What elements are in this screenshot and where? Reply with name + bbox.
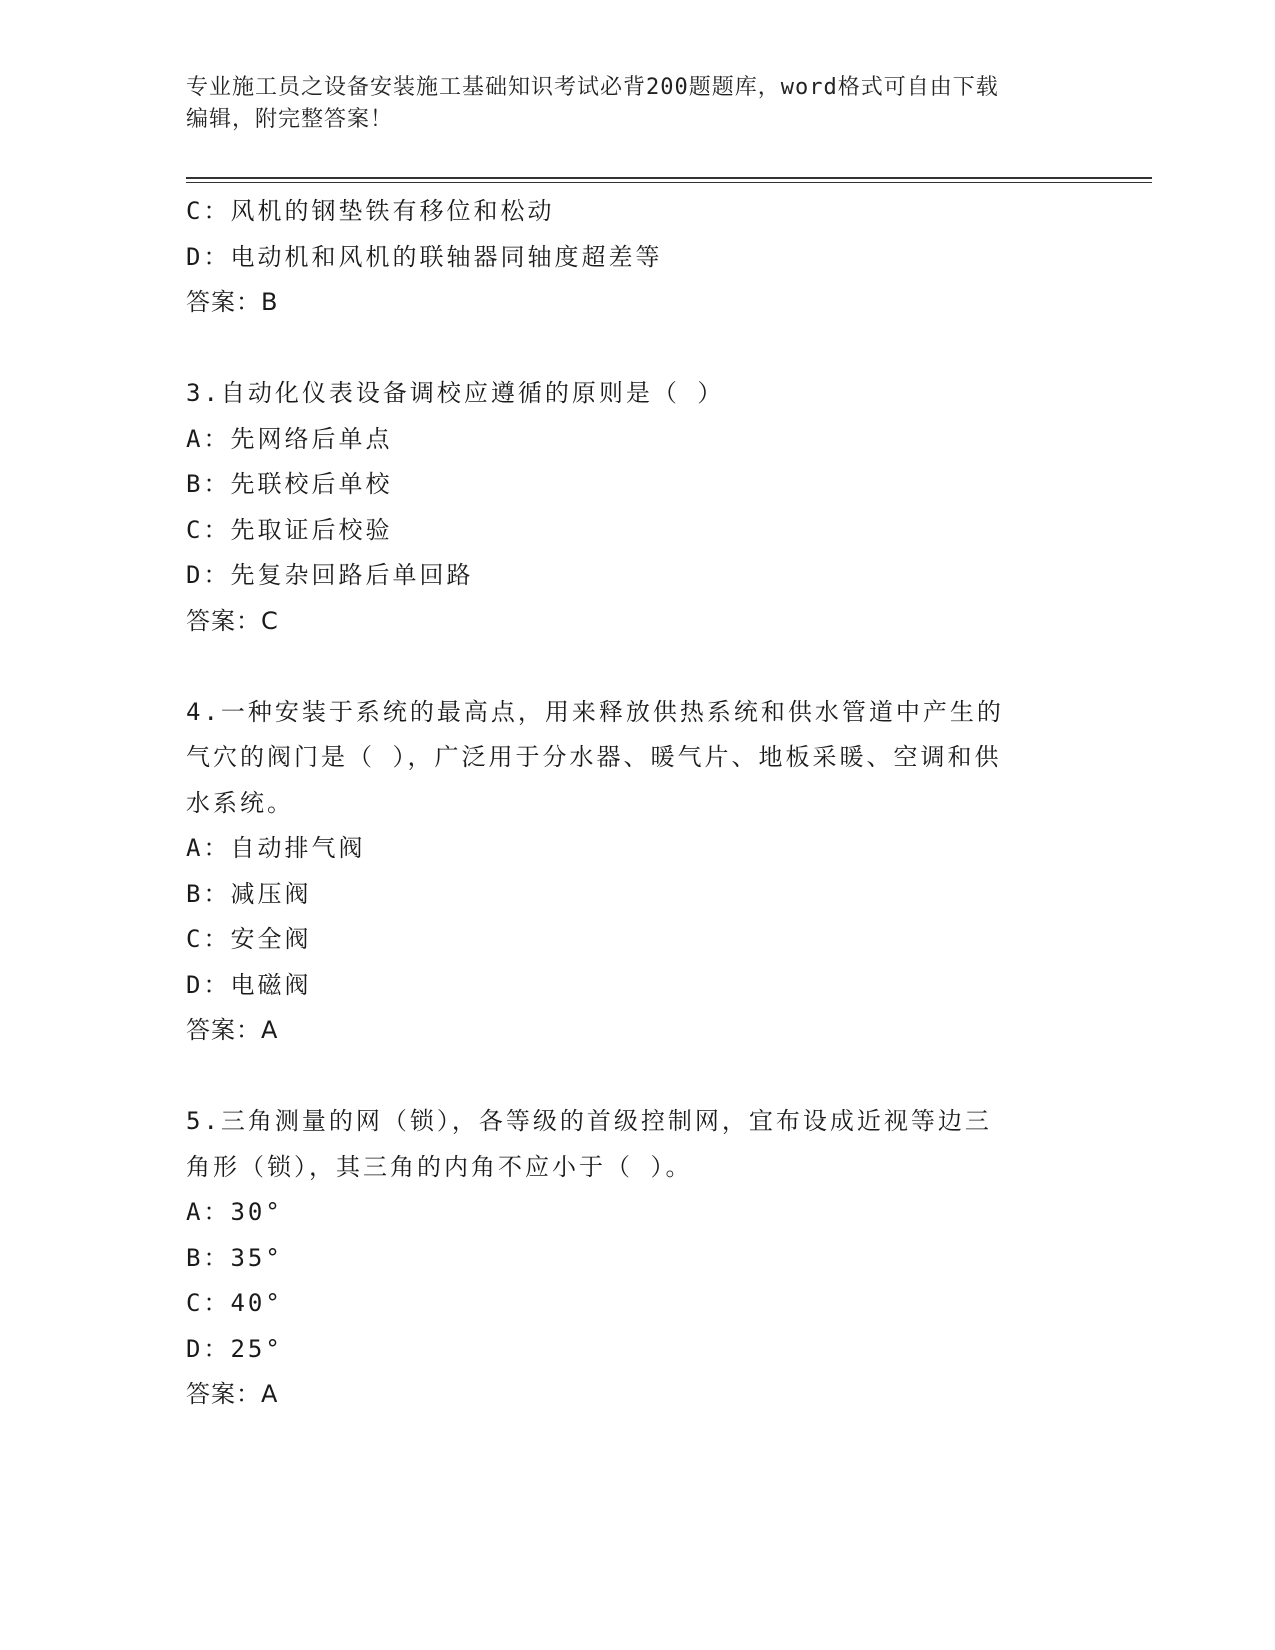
question-3 xyxy=(186,371,1086,644)
header-title-line-2: 编辑，附完整答案！ xyxy=(186,107,394,132)
option-b: B：先联校后单校 xyxy=(186,470,393,498)
question-text-line-1: 5.三角测量的网（锁），各等级的首级控制网，宜布设成近视等边三 xyxy=(186,1107,992,1135)
spacer xyxy=(186,326,1086,372)
answer-text: 答案：C xyxy=(186,606,279,635)
option-c: C：安全阀 xyxy=(186,925,312,953)
option-a: A：30° xyxy=(186,1198,283,1226)
option-d: D：电动机和风机的联轴器同轴度超差等 xyxy=(186,242,663,271)
option-d: D：25° xyxy=(186,1334,283,1363)
option-d: D：电磁阀 xyxy=(186,970,312,999)
question-2-continued xyxy=(186,189,1086,326)
option-c: C：40° xyxy=(186,1289,283,1317)
spacer xyxy=(186,644,1086,690)
question-text-line-2: 气穴的阀门是（ ），广泛用于分水器、暖气片、地板采暖、空调和供 xyxy=(186,743,1002,771)
question-5 xyxy=(186,1099,1086,1418)
option-d: D：先复杂回路后单回路 xyxy=(186,561,474,589)
option-c: C：先取证后校验 xyxy=(186,515,393,544)
question-list xyxy=(186,189,1086,1418)
spacer xyxy=(186,1054,1086,1100)
option-b: B：35° xyxy=(186,1243,283,1272)
answer-text: 答案：A xyxy=(186,1016,279,1044)
question-text-line-2: 角形（锁），其三角的内角不应小于（ ）。 xyxy=(186,1152,693,1181)
document-header xyxy=(186,72,1086,136)
option-a: A：自动排气阀 xyxy=(186,834,366,862)
answer-text: 答案：B xyxy=(186,288,279,316)
option-b: B：减压阀 xyxy=(186,879,312,908)
question-text-line-3: 水系统。 xyxy=(186,788,294,817)
header-divider-thin xyxy=(186,182,1152,183)
answer-text: 答案：A xyxy=(186,1380,279,1408)
option-c: C：风机的钢垫铁有移位和松动 xyxy=(186,197,555,225)
question-text: 3.自动化仪表设备调校应遵循的原则是（ ） xyxy=(186,379,725,407)
header-divider-thick xyxy=(186,177,1152,179)
header-title-line-1: 专业施工员之设备安装施工基础知识考试必背200题题库，word格式可自由下载 xyxy=(186,75,999,100)
question-text-line-1: 4.一种安装于系统的最高点，用来释放供热系统和供水管道中产生的 xyxy=(186,697,1004,726)
option-a: A：先网络后单点 xyxy=(186,424,393,453)
question-4 xyxy=(186,690,1086,1054)
